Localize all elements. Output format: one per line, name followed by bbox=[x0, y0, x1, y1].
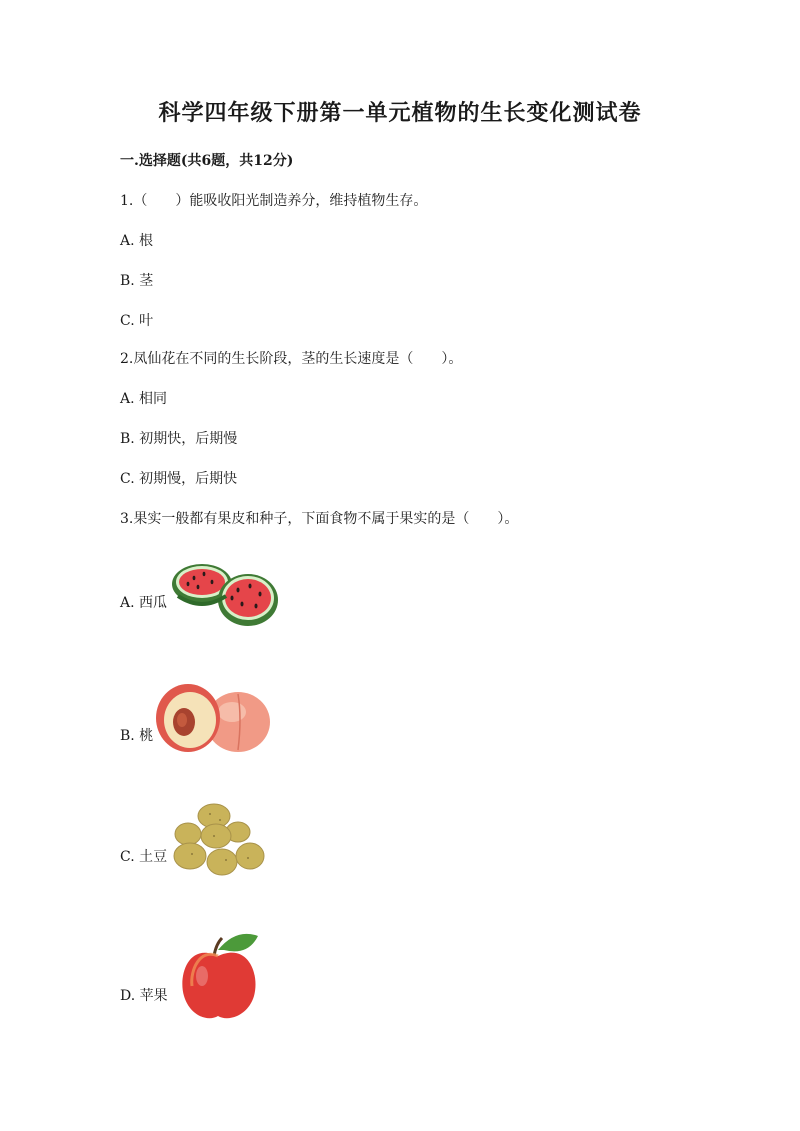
page-title: 科学四年级下册第一单元植物的生长变化测试卷 bbox=[158, 100, 642, 126]
apple-image bbox=[178, 926, 262, 1022]
q2-option-c: C. 初期慢，后期快 bbox=[120, 471, 238, 487]
q1-option-c: C. 叶 bbox=[120, 313, 154, 329]
watermelon-image bbox=[168, 560, 280, 630]
q1-option-a: A. 根 bbox=[120, 233, 154, 249]
q3-option-c: C. 土豆 bbox=[120, 849, 168, 865]
q3-option-a: A. 西瓜 bbox=[120, 595, 168, 611]
section-heading: 一.选择题(共6题，共12分) bbox=[120, 153, 294, 169]
q2-option-a: A. 相同 bbox=[120, 391, 168, 407]
q2-option-b: B. 初期快，后期慢 bbox=[120, 431, 238, 447]
peach-image bbox=[152, 678, 274, 760]
q3-option-d: D. 苹果 bbox=[120, 988, 168, 1004]
question-1-stem: 1.（ ）能吸收阳光制造养分，维持植物生存。 bbox=[120, 193, 428, 209]
q3-option-b: B. 桃 bbox=[120, 728, 154, 744]
potato-image bbox=[170, 800, 266, 880]
question-3-stem: 3.果实一般都有果皮和种子，下面食物不属于果实的是（ ）。 bbox=[120, 511, 519, 527]
q1-option-b: B. 茎 bbox=[120, 273, 154, 289]
question-2-stem: 2.凤仙花在不同的生长阶段，茎的生长速度是（ ）。 bbox=[120, 351, 463, 367]
